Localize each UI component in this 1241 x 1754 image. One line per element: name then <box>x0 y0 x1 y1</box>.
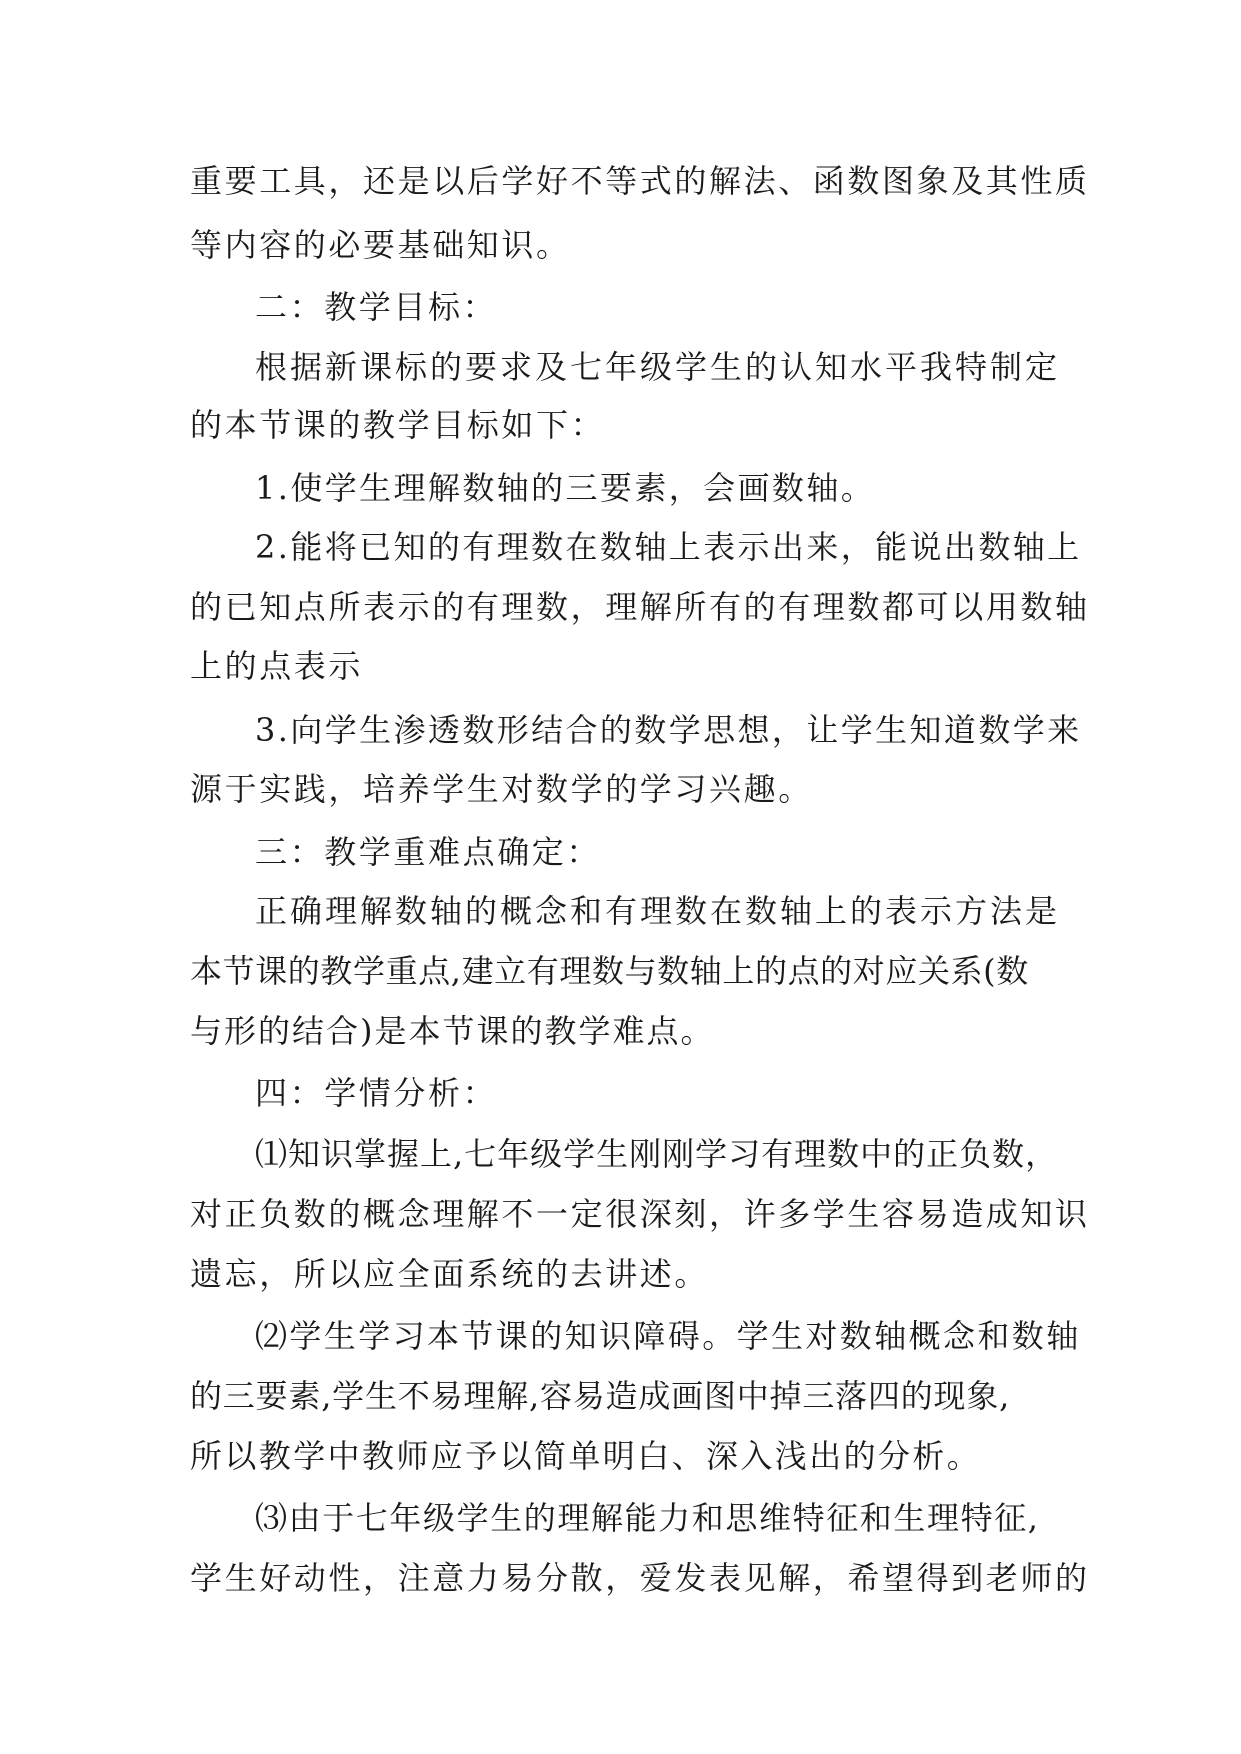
text-line-2: 等内容的必要基础知识。 <box>190 226 571 264</box>
text-line-19: 遗忘，所以应全面系统的去讲述。 <box>190 1255 710 1293</box>
text-line-20: ⑵学生学习本节课的知识障碍。学生对数轴概念和数轴 <box>255 1317 1081 1355</box>
text-line-1: 重要工具，还是以后学好不等式的解法、函数图象及其性质 <box>190 162 1090 200</box>
text-line-23: ⑶由于七年级学生的理解能力和思维特征和生理特征, <box>255 1499 1040 1537</box>
text-line-3: 二：教学目标： <box>255 288 498 326</box>
text-line-12: 三：教学重难点确定： <box>255 833 602 871</box>
text-line-15: 与形的结合)是本节课的教学难点。 <box>190 1012 715 1050</box>
text-line-17: ⑴知识掌握上,七年级学生刚刚学习有理数中的正负数， <box>255 1135 1059 1173</box>
text-line-22: 所以教学中教师应予以简单明白、深入浅出的分析。 <box>190 1437 982 1475</box>
text-line-5: 的本节课的教学目标如下： <box>190 406 606 444</box>
text-line-8: 的已知点所表示的有理数，理解所有的有理数都可以用数轴 <box>190 588 1090 626</box>
text-line-4: 根据新课标的要求及七年级学生的认知水平我特制定 <box>255 348 1061 386</box>
text-line-7: 2.能将已知的有理数在数轴上表示出来，能说出数轴上 <box>255 528 1082 566</box>
text-line-16: 四：学情分析： <box>255 1074 498 1112</box>
text-line-11: 源于实践，培养学生对数学的学习兴趣。 <box>190 770 813 808</box>
text-line-21: 的三要素,学生不易理解,容易造成画图中掉三落四的现象, <box>190 1377 1011 1415</box>
text-line-10: 3.向学生渗透数形结合的数学思想，让学生知道数学来 <box>255 711 1082 749</box>
text-line-18: 对正负数的概念理解不一定很深刻，许多学生容易造成知识 <box>190 1195 1090 1233</box>
text-line-14: 本节课的教学重点,建立有理数与数轴上的点的对应关系(数 <box>190 952 1029 990</box>
text-line-13: 正确理解数轴的概念和有理数在数轴上的表示方法是 <box>255 892 1061 930</box>
text-line-24: 学生好动性，注意力易分散，爱发表见解，希望得到老师的 <box>190 1559 1090 1597</box>
text-line-6: 1.使学生理解数轴的三要素，会画数轴。 <box>255 469 876 507</box>
text-line-9: 上的点表示 <box>190 647 364 685</box>
